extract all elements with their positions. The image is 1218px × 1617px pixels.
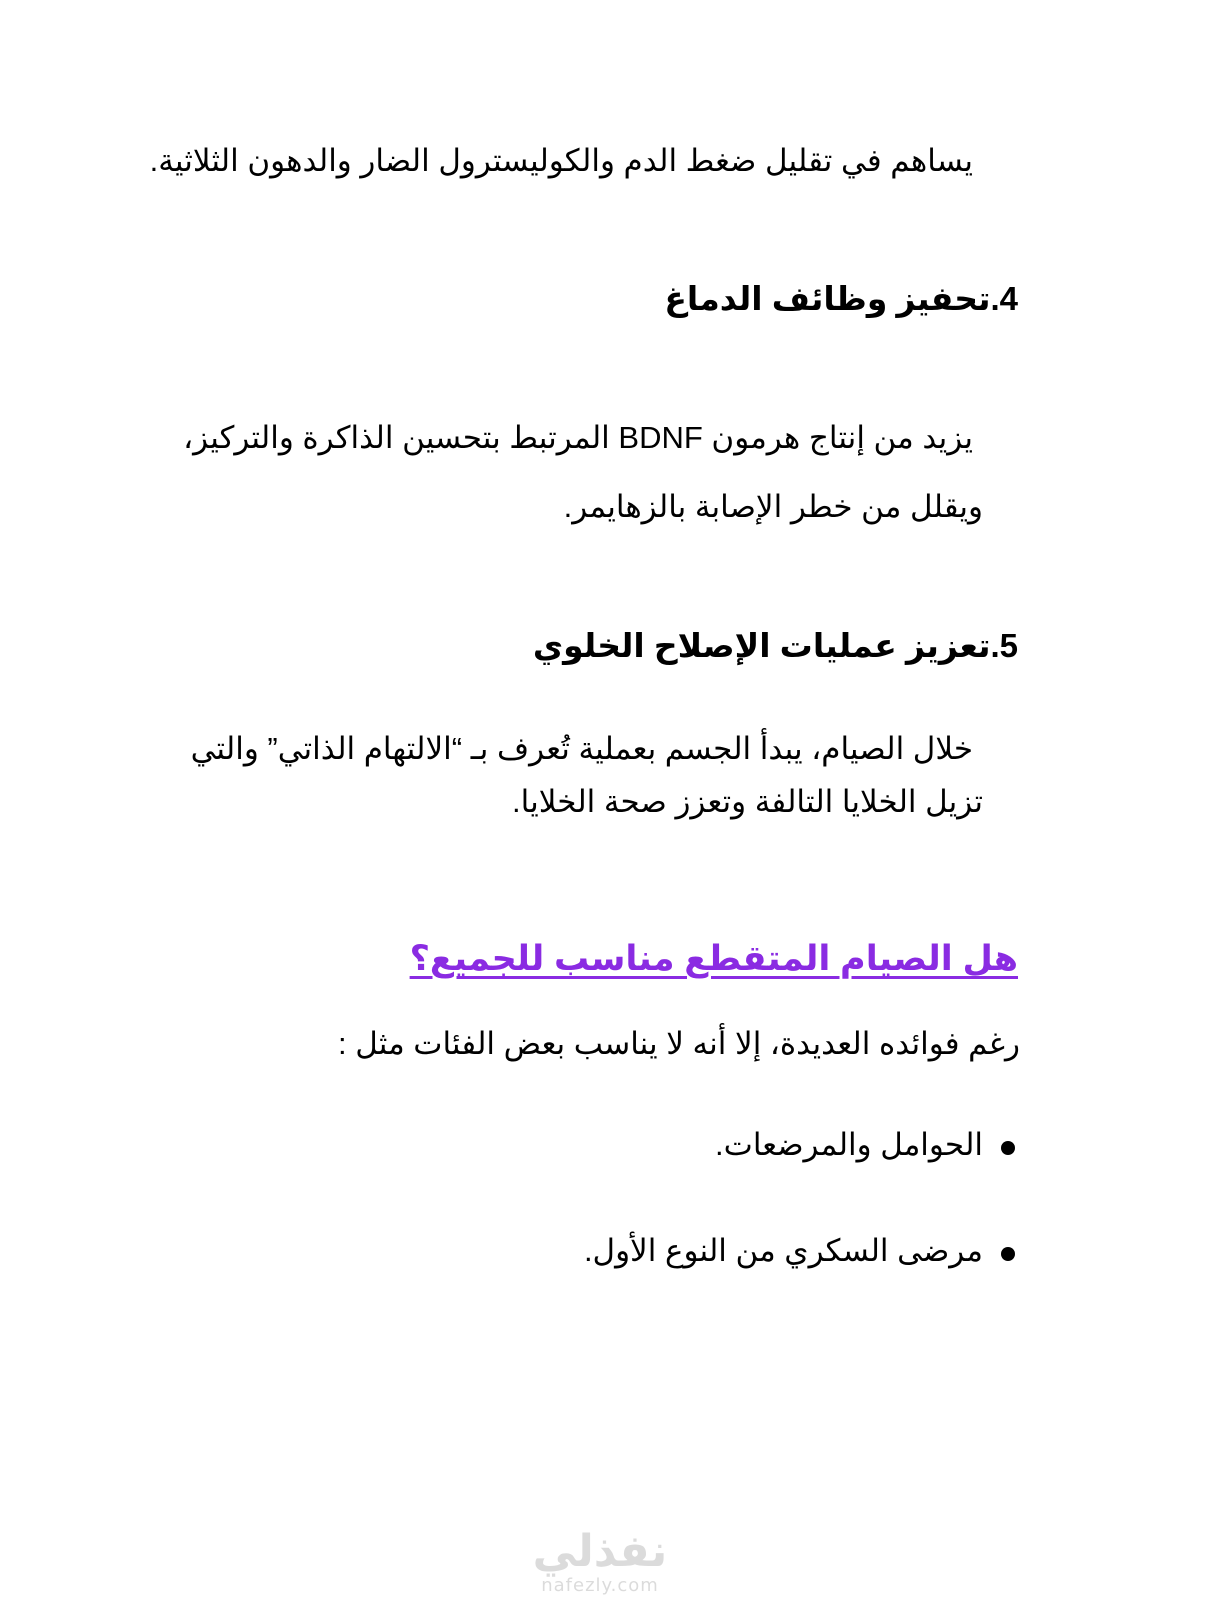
bullet-dot-icon — [1001, 1247, 1015, 1261]
paragraph-line: ويقلل من خطر الإصابة بالزهايمر. — [563, 489, 983, 524]
paragraph-line: يزيد من إنتاج هرمون BDNF المرتبط بتحسين الذاكرة والتركيز، — [183, 420, 973, 455]
heading-cell-repair: 5.تعزيز عمليات الإصلاح الخلوي — [532, 627, 1018, 664]
paragraph-line: يساهم في تقليل ضغط الدم والكوليسترول الضار والدهون الثلاثية. — [149, 143, 973, 178]
paragraph-line: تزيل الخلايا التالفة وتعزز صحة الخلايا. — [512, 784, 983, 819]
paragraph-line: خلال الصيام، يبدأ الجسم بعملية تُعرف بـ “الالتهام الذاتي” والتي — [190, 731, 973, 766]
heading-brain-functions: 4.تحفيز وظائف الدماغ — [664, 280, 1018, 317]
watermark-url: nafezly.com — [541, 1575, 659, 1596]
list-item: مرضى السكري من النوع الأول. — [583, 1233, 983, 1268]
watermark-logo-text: نفذلي — [532, 1526, 668, 1577]
list-item: الحوامل والمرضعات. — [715, 1127, 983, 1162]
bullet-dot-icon — [1001, 1141, 1015, 1155]
section-intro: رغم فوائده العديدة، إلا أنه لا يناسب بعض الفئات مثل : — [338, 1026, 1020, 1061]
watermark-logo — [520, 1528, 680, 1596]
section-title-link[interactable]: هل الصيام المتقطع مناسب للجميع؟ — [409, 939, 1018, 978]
